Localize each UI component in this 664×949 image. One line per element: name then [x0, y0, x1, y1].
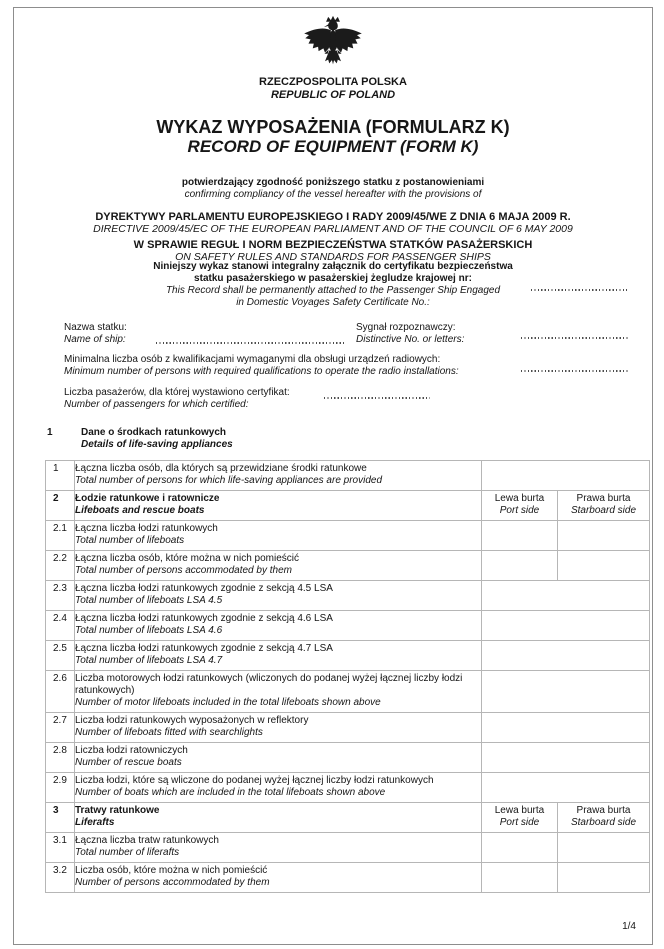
row-description-en: Total number of persons accommodated by them — [75, 565, 292, 576]
country-name-en: REPUBLIC OF POLAND — [270, 89, 396, 101]
value-cell-port — [482, 863, 558, 893]
eagle-icon — [301, 14, 365, 70]
starboard-header-cell-pl: Prawa burta — [576, 493, 631, 504]
row-number: 2.7 — [46, 713, 75, 743]
confirm-line-pl: potwierdzający zgodność poniższego statku z postanowieniami — [181, 177, 485, 188]
row-description — [75, 551, 482, 581]
port-header-cell-en: Port side — [499, 817, 540, 828]
row-description-en: Number of persons accommodated by them — [75, 877, 270, 888]
ship-name-label-pl: Nazwa statku: — [64, 322, 127, 333]
row-description-en: Number of boats which are included in the total lifeboats shown above — [75, 787, 386, 798]
radio-persons-label-en: Minimum number of persons with required qualifications to operate the radio installations: — [64, 366, 459, 377]
value-cell-port — [482, 833, 558, 863]
equipment-table — [45, 460, 650, 893]
table-row — [46, 461, 650, 491]
equipment-table-body — [46, 461, 650, 893]
row-description-en: Liferafts — [75, 817, 115, 828]
row-number: 2.8 — [46, 743, 75, 773]
port-header-cell-pl: Lewa burta — [494, 805, 545, 816]
section-1-heading-pl: Dane o środkach ratunkowych — [81, 427, 227, 438]
row-number: 3 — [46, 803, 75, 833]
row-description-pl: Liczba łodzi ratunkowych wyposażonych w reflektory — [75, 715, 309, 726]
ship-name-dotted-line — [156, 342, 346, 344]
port-header-cell-pl: Lewa burta — [494, 493, 545, 504]
row-description — [75, 803, 482, 833]
radio-persons-dotted-line — [521, 370, 629, 372]
value-cell-merged — [482, 773, 650, 803]
row-number: 2 — [46, 491, 75, 521]
document-title-en: RECORD OF EQUIPMENT (FORM K) — [187, 137, 479, 156]
row-description — [75, 773, 482, 803]
table-row — [46, 581, 650, 611]
table-row — [46, 833, 650, 863]
certificate-note-en-2: in Domestic Voyages Safety Certificate No.: — [236, 297, 430, 308]
port-header-cell — [482, 491, 558, 521]
row-description-en: Total number of lifeboats LSA 4.6 — [75, 625, 223, 636]
table-row — [46, 551, 650, 581]
row-description-pl: Łączna liczba tratw ratunkowych — [75, 835, 219, 846]
starboard-header-cell-en: Starboard side — [570, 817, 637, 828]
row-description-pl: Łodzie ratunkowe i ratownicze — [75, 493, 220, 504]
row-number: 2.9 — [46, 773, 75, 803]
row-description — [75, 833, 482, 863]
row-number: 3.1 — [46, 833, 75, 863]
table-row — [46, 773, 650, 803]
directive-line-pl: DYREKTYWY PARLAMENTU EUROPEJSKIEGO I RADY 2009/45/WE Z DNIA 6 MAJA 2009 R. — [95, 211, 571, 223]
page-number: 1/4 — [622, 921, 636, 932]
row-description-pl: Tratwy ratunkowe — [75, 805, 160, 816]
certificate-note-en-1: This Record shall be permanently attached to the Passenger Ship Engaged — [165, 285, 501, 296]
table-row — [46, 491, 650, 521]
value-cell-starboard — [558, 833, 650, 863]
distinctive-label-en: Distinctive No. or letters: — [356, 334, 465, 345]
distinctive-label-pl: Sygnał rozpoznawczy: — [356, 322, 456, 333]
starboard-header-cell — [558, 803, 650, 833]
confirm-line-en: confirming compliancy of the vessel hereafter with the provisions of — [184, 189, 482, 200]
row-number: 2.6 — [46, 671, 75, 713]
table-row — [46, 863, 650, 893]
value-cell-merged — [482, 713, 650, 743]
row-number: 2.5 — [46, 641, 75, 671]
row-number: 3.2 — [46, 863, 75, 893]
row-number: 1 — [46, 461, 75, 491]
passengers-label — [64, 387, 290, 411]
value-cell-merged — [482, 461, 650, 491]
value-cell-starboard — [558, 863, 650, 893]
row-description-en: Number of motor lifeboats included in the total lifeboats shown above — [75, 697, 381, 708]
table-row — [46, 611, 650, 641]
table-row — [46, 521, 650, 551]
row-description-pl: Łączna liczba łodzi ratunkowych zgodnie z sekcją 4.5 LSA — [75, 583, 333, 594]
row-description — [75, 671, 482, 713]
table-row — [46, 803, 650, 833]
table-row — [46, 641, 650, 671]
row-description — [75, 581, 482, 611]
row-description-pl: Łączna liczba łodzi ratunkowych zgodnie z sekcją 4.6 LSA — [75, 613, 333, 624]
certificate-number-dotted-line — [531, 289, 627, 291]
section-1-heading-en: Details of life-saving appliances — [81, 439, 233, 450]
table-row — [46, 743, 650, 773]
value-cell-starboard — [558, 551, 650, 581]
country-name-pl: RZECZPOSPOLITA POLSKA — [259, 76, 407, 88]
row-description-pl: Łączna liczba łodzi ratunkowych zgodnie z sekcją 4.7 LSA — [75, 643, 333, 654]
row-description-pl: Liczba łodzi, które są wliczone do podanej wyżej łącznej liczby łodzi ratunkowych — [75, 775, 434, 786]
row-number: 2.4 — [46, 611, 75, 641]
row-description — [75, 521, 482, 551]
value-cell-port — [482, 551, 558, 581]
polish-eagle-emblem — [301, 14, 365, 70]
row-description-en: Total number of lifeboats LSA 4.7 — [75, 655, 223, 666]
distinctive-dotted-line — [521, 337, 629, 339]
starboard-header-cell — [558, 491, 650, 521]
subject-line-pl: W SPRAWIE REGUŁ I NORM BEZPIECZEŃSTWA STATKÓW PASAŻERSKICH — [133, 239, 533, 251]
row-description-pl: Łączna liczba osób, dla których są przewidziane środki ratunkowe — [75, 463, 367, 474]
table-row — [46, 671, 650, 713]
row-description-pl: Liczba motorowych łodzi ratunkowych (wliczonych do podanej wyżej łącznej liczby łodzi ratunkowych) — [75, 673, 463, 696]
row-description-en: Total number of lifeboats — [75, 535, 185, 546]
row-description-pl: Łączna liczba osób, które można w nich pomieścić — [75, 553, 299, 564]
port-header-cell — [482, 803, 558, 833]
row-description — [75, 491, 482, 521]
value-cell-starboard — [558, 521, 650, 551]
row-description-en: Total number of liferafts — [75, 847, 180, 858]
passengers-label-pl: Liczba pasażerów, dla której wystawiono certyfikat: — [64, 387, 290, 398]
port-header-cell-en: Port side — [499, 505, 540, 516]
subject-line-en: ON SAFETY RULES AND STANDARDS FOR PASSENGER SHIPS — [175, 251, 491, 263]
radio-persons-label-pl: Minimalna liczba osób z kwalifikacjami wymaganymi dla obsługi urządzeń radiowych: — [64, 354, 441, 365]
value-cell-merged — [482, 641, 650, 671]
starboard-header-cell-en: Starboard side — [570, 505, 637, 516]
row-description-en: Total number of persons for which life-saving appliances are provided — [75, 475, 383, 486]
row-description — [75, 863, 482, 893]
radio-persons-label — [64, 354, 519, 378]
row-description-en: Total number of lifeboats LSA 4.5 — [75, 595, 223, 606]
section-1-heading — [81, 427, 233, 451]
directive-line-en: DIRECTIVE 2009/45/EC OF THE EUROPEAN PARLIAMENT AND OF THE COUNCIL OF 6 MAY 2009 — [93, 223, 573, 235]
row-number: 2.3 — [46, 581, 75, 611]
row-description-pl: Łączna liczba łodzi ratunkowych — [75, 523, 218, 534]
row-description-en: Lifeboats and rescue boats — [75, 505, 205, 516]
table-row — [46, 713, 650, 743]
row-description-pl: Liczba osób, które można w nich pomieścić — [75, 865, 268, 876]
row-number: 2.1 — [46, 521, 75, 551]
row-description-en: Number of lifeboats fitted with searchlights — [75, 727, 263, 738]
distinctive-label — [356, 322, 464, 346]
value-cell-merged — [482, 671, 650, 713]
document-title-pl: WYKAZ WYPOSAŻENIA (FORMULARZ K) — [156, 117, 510, 137]
document-page — [13, 7, 653, 945]
value-cell-merged — [482, 611, 650, 641]
certificate-note-pl-2: statku pasażerskiego w pasażerskiej żegludze krajowej nr: — [194, 273, 472, 284]
certificate-note — [14, 261, 652, 309]
value-cell-port — [482, 521, 558, 551]
passengers-label-en: Number of passengers for which certified: — [64, 399, 249, 410]
value-cell-merged — [482, 581, 650, 611]
row-description — [75, 743, 482, 773]
row-description — [75, 461, 482, 491]
section-1-number — [47, 427, 53, 439]
row-description-pl: Liczba łodzi ratowniczych — [75, 745, 188, 756]
value-cell-merged — [482, 743, 650, 773]
certificate-note-pl-1: Niniejszy wykaz stanowi integralny załącznik do certyfikatu bezpieczeństwa — [153, 261, 513, 272]
section-1-number-text: 1 — [47, 427, 53, 438]
ship-name-label-en: Name of ship: — [64, 334, 126, 345]
ship-name-label — [64, 322, 127, 346]
starboard-header-cell-pl: Prawa burta — [576, 805, 631, 816]
row-number: 2.2 — [46, 551, 75, 581]
row-description — [75, 641, 482, 671]
row-description — [75, 713, 482, 743]
row-description-en: Number of rescue boats — [75, 757, 182, 768]
row-description — [75, 611, 482, 641]
passengers-dotted-line — [324, 397, 430, 399]
